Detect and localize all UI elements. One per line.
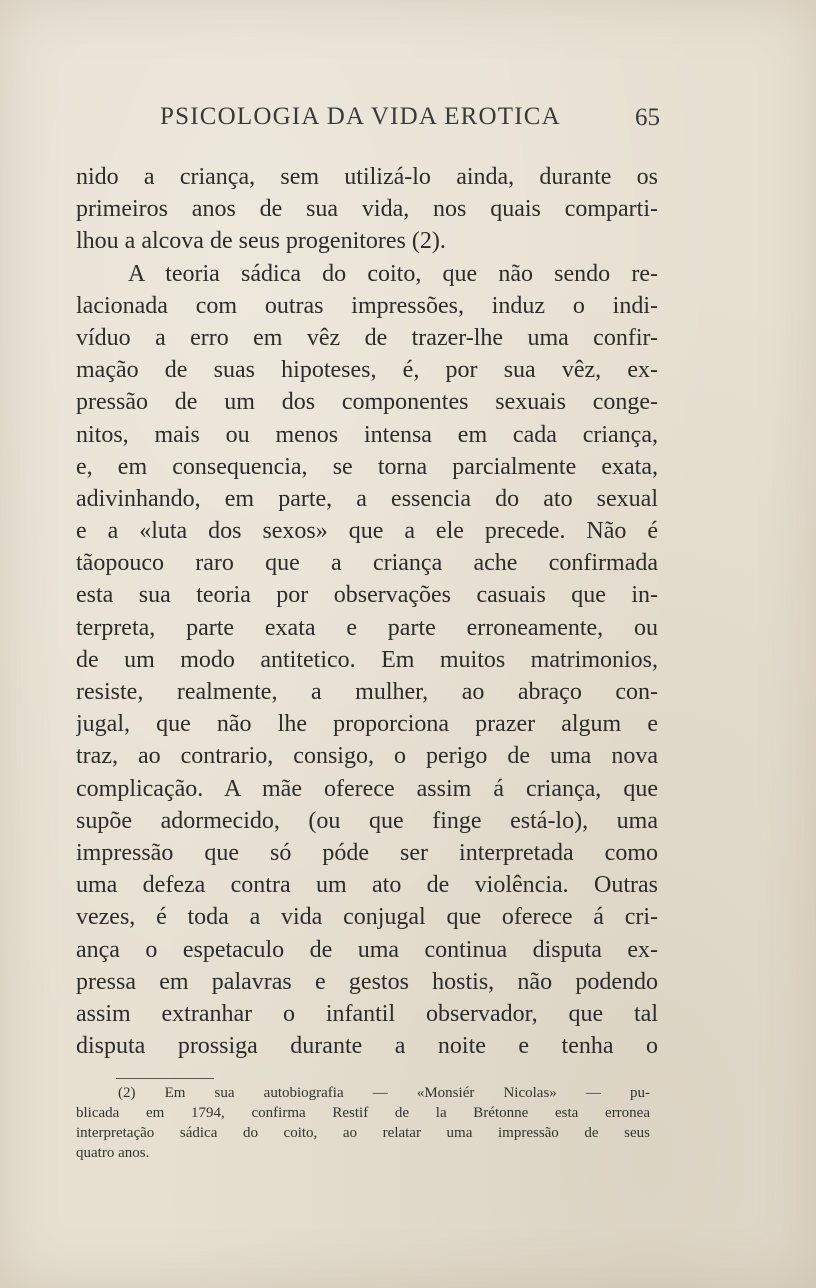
- text-line: uma defeza contra um ato de violência. Outras: [76, 872, 658, 899]
- text-line: vezes, é toda a vida conjugal que oferece á cri-: [76, 904, 658, 931]
- text-line: e, em consequencia, se torna parcialmente exata,: [76, 453, 658, 480]
- text-line: impressão que só póde ser interpretada como: [76, 839, 658, 866]
- footnote: [76, 1083, 650, 1163]
- text-line: supõe adormecido, (ou que finge está-lo), uma: [76, 807, 658, 834]
- body-text: [76, 161, 658, 1062]
- text-line: jugal, que não lhe proporciona prazer algum e: [76, 711, 658, 738]
- page-header: [160, 103, 660, 137]
- page-number: 65: [635, 104, 660, 131]
- text-line: nido a criança, sem utilizá-lo ainda, durante os: [76, 164, 658, 190]
- text-line: lacionada com outras impressões, induz o indi-: [76, 292, 658, 319]
- running-head: PSICOLOGIA DA VIDA EROTICA: [160, 103, 561, 130]
- text-line: lhou a alcova de seus progenitores (2).: [76, 228, 446, 255]
- text-line: ança o espetaculo de uma continua disputa ex-: [76, 936, 658, 963]
- text-line: tãopouco raro que a criança ache confirmada: [76, 550, 658, 577]
- text-line: e a «luta dos sexos» que a ele precede. Não é: [76, 518, 658, 545]
- text-line: pressão de um dos componentes sexuais conge-: [76, 389, 658, 416]
- footnote-divider: [116, 1078, 214, 1079]
- footnote-line: blicada em 1794, confirma Restif de la Brétonne esta erronea: [76, 1105, 650, 1121]
- text-line: adivinhando, em parte, a essencia do ato sexual: [76, 485, 658, 512]
- text-line: nitos, mais ou menos intensa em cada criança,: [76, 421, 658, 448]
- footnote-line: quatro anos.: [76, 1145, 150, 1161]
- text-line: complicação. A mãe oferece assim á criança, que: [76, 775, 658, 802]
- text-line: víduo a erro em vêz de trazer-lhe uma confir-: [76, 324, 658, 351]
- text-line: esta sua teoria por observações casuais que in-: [76, 582, 658, 609]
- footnote-line: (2) Em sua autobiografia — «Monsiér Nicolas» — pu-: [118, 1085, 650, 1101]
- text-line: primeiros anos de sua vida, nos quais comparti-: [76, 196, 658, 223]
- text-line: pressa em palavras e gestos hostis, não podendo: [76, 968, 658, 995]
- text-line: assim extranhar o infantil observador, que tal: [76, 1000, 658, 1027]
- text-line: resiste, realmente, a mulher, ao abraço con-: [76, 679, 658, 705]
- text-line: A teoria sádica do coito, que não sendo re-: [128, 260, 658, 287]
- text-line: traz, ao contrario, consigo, o perigo de uma nova: [76, 743, 658, 770]
- text-line: terpreta, parte exata e parte erroneamente, ou: [76, 614, 658, 641]
- text-line: disputa prossiga durante a noite e tenha o: [76, 1033, 658, 1060]
- footnote-line: interpretação sádica do coito, ao relatar uma impressão de seus: [76, 1125, 650, 1141]
- text-line: de um modo antitetico. Em muitos matrimonios,: [76, 646, 658, 673]
- text-line: mação de suas hipoteses, é, por sua vêz, ex-: [76, 357, 658, 384]
